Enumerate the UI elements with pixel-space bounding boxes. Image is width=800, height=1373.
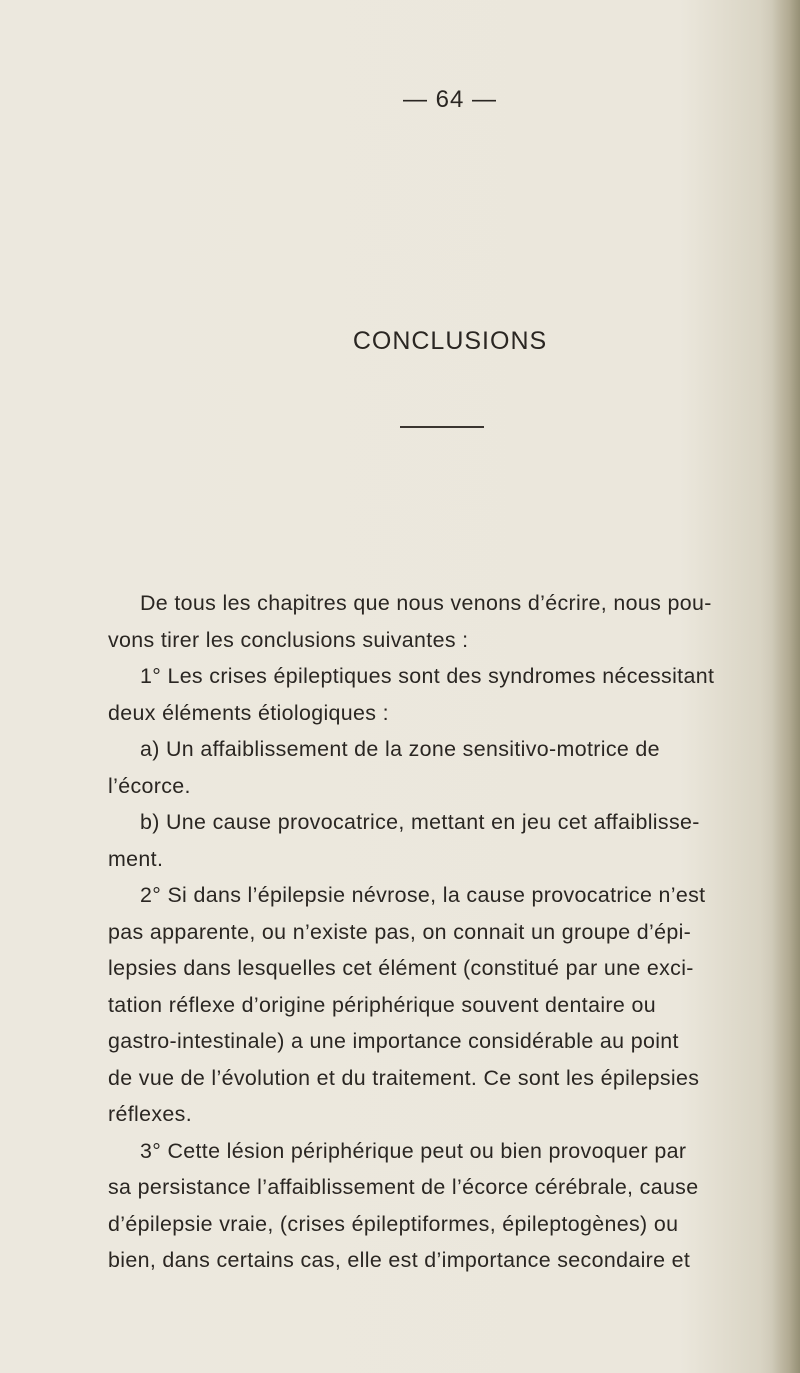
body-text — [108, 585, 748, 1279]
page-number: — 64 — — [402, 86, 498, 113]
heading-divider — [400, 426, 484, 428]
text-line: pas apparente, ou n’existe pas, on connait un groupe d’épi- — [108, 919, 692, 944]
text-line: 3° Cette lésion périphérique peut ou bien provoquer par — [140, 1138, 687, 1163]
text-line: tation réflexe d’origine périphérique souvent dentaire ou — [108, 992, 656, 1017]
text-line: vons tirer les conclusions suivantes : — [108, 627, 469, 652]
text-line: de vue de l’évolution et du traitement. Ce sont les épilepsies — [108, 1065, 700, 1090]
page-edge-shadow — [772, 0, 800, 1373]
text-line: ment. — [108, 846, 164, 871]
text-line: deux éléments étiologiques : — [108, 700, 389, 725]
text-line: sa persistance l’affaiblissement de l’écorce cérébrale, cause — [108, 1175, 699, 1199]
text-line: De tous les chapitres que nous venons d’écrire, nous pou- — [140, 591, 712, 615]
page-heading: CONCLUSIONS — [352, 327, 548, 355]
text-line: b) Une cause provocatrice, mettant en jeu cet affaiblisse- — [140, 810, 700, 834]
text-line: réflexes. — [108, 1102, 192, 1126]
text-line: gastro-intestinale) a une importance considérable au point — [108, 1029, 679, 1053]
text-line: bien, dans certains cas, elle est d’importance secondaire et — [108, 1248, 691, 1272]
text-line: d’épilepsie vraie, (crises épileptiformes, épileptogènes) ou — [108, 1211, 679, 1236]
text-line: 2° Si dans l’épilepsie névrose, la cause provocatrice n’est — [140, 883, 706, 907]
text-line: 1° Les crises épileptiques sont des syndromes nécessitant — [140, 664, 715, 688]
text-line: lepsies dans lesquelles cet élément (constitué par une exci- — [108, 956, 694, 980]
text-line: l’écorce. — [108, 773, 191, 798]
text-line: a) Un affaiblissement de la zone sensitivo-motrice de — [140, 737, 660, 761]
